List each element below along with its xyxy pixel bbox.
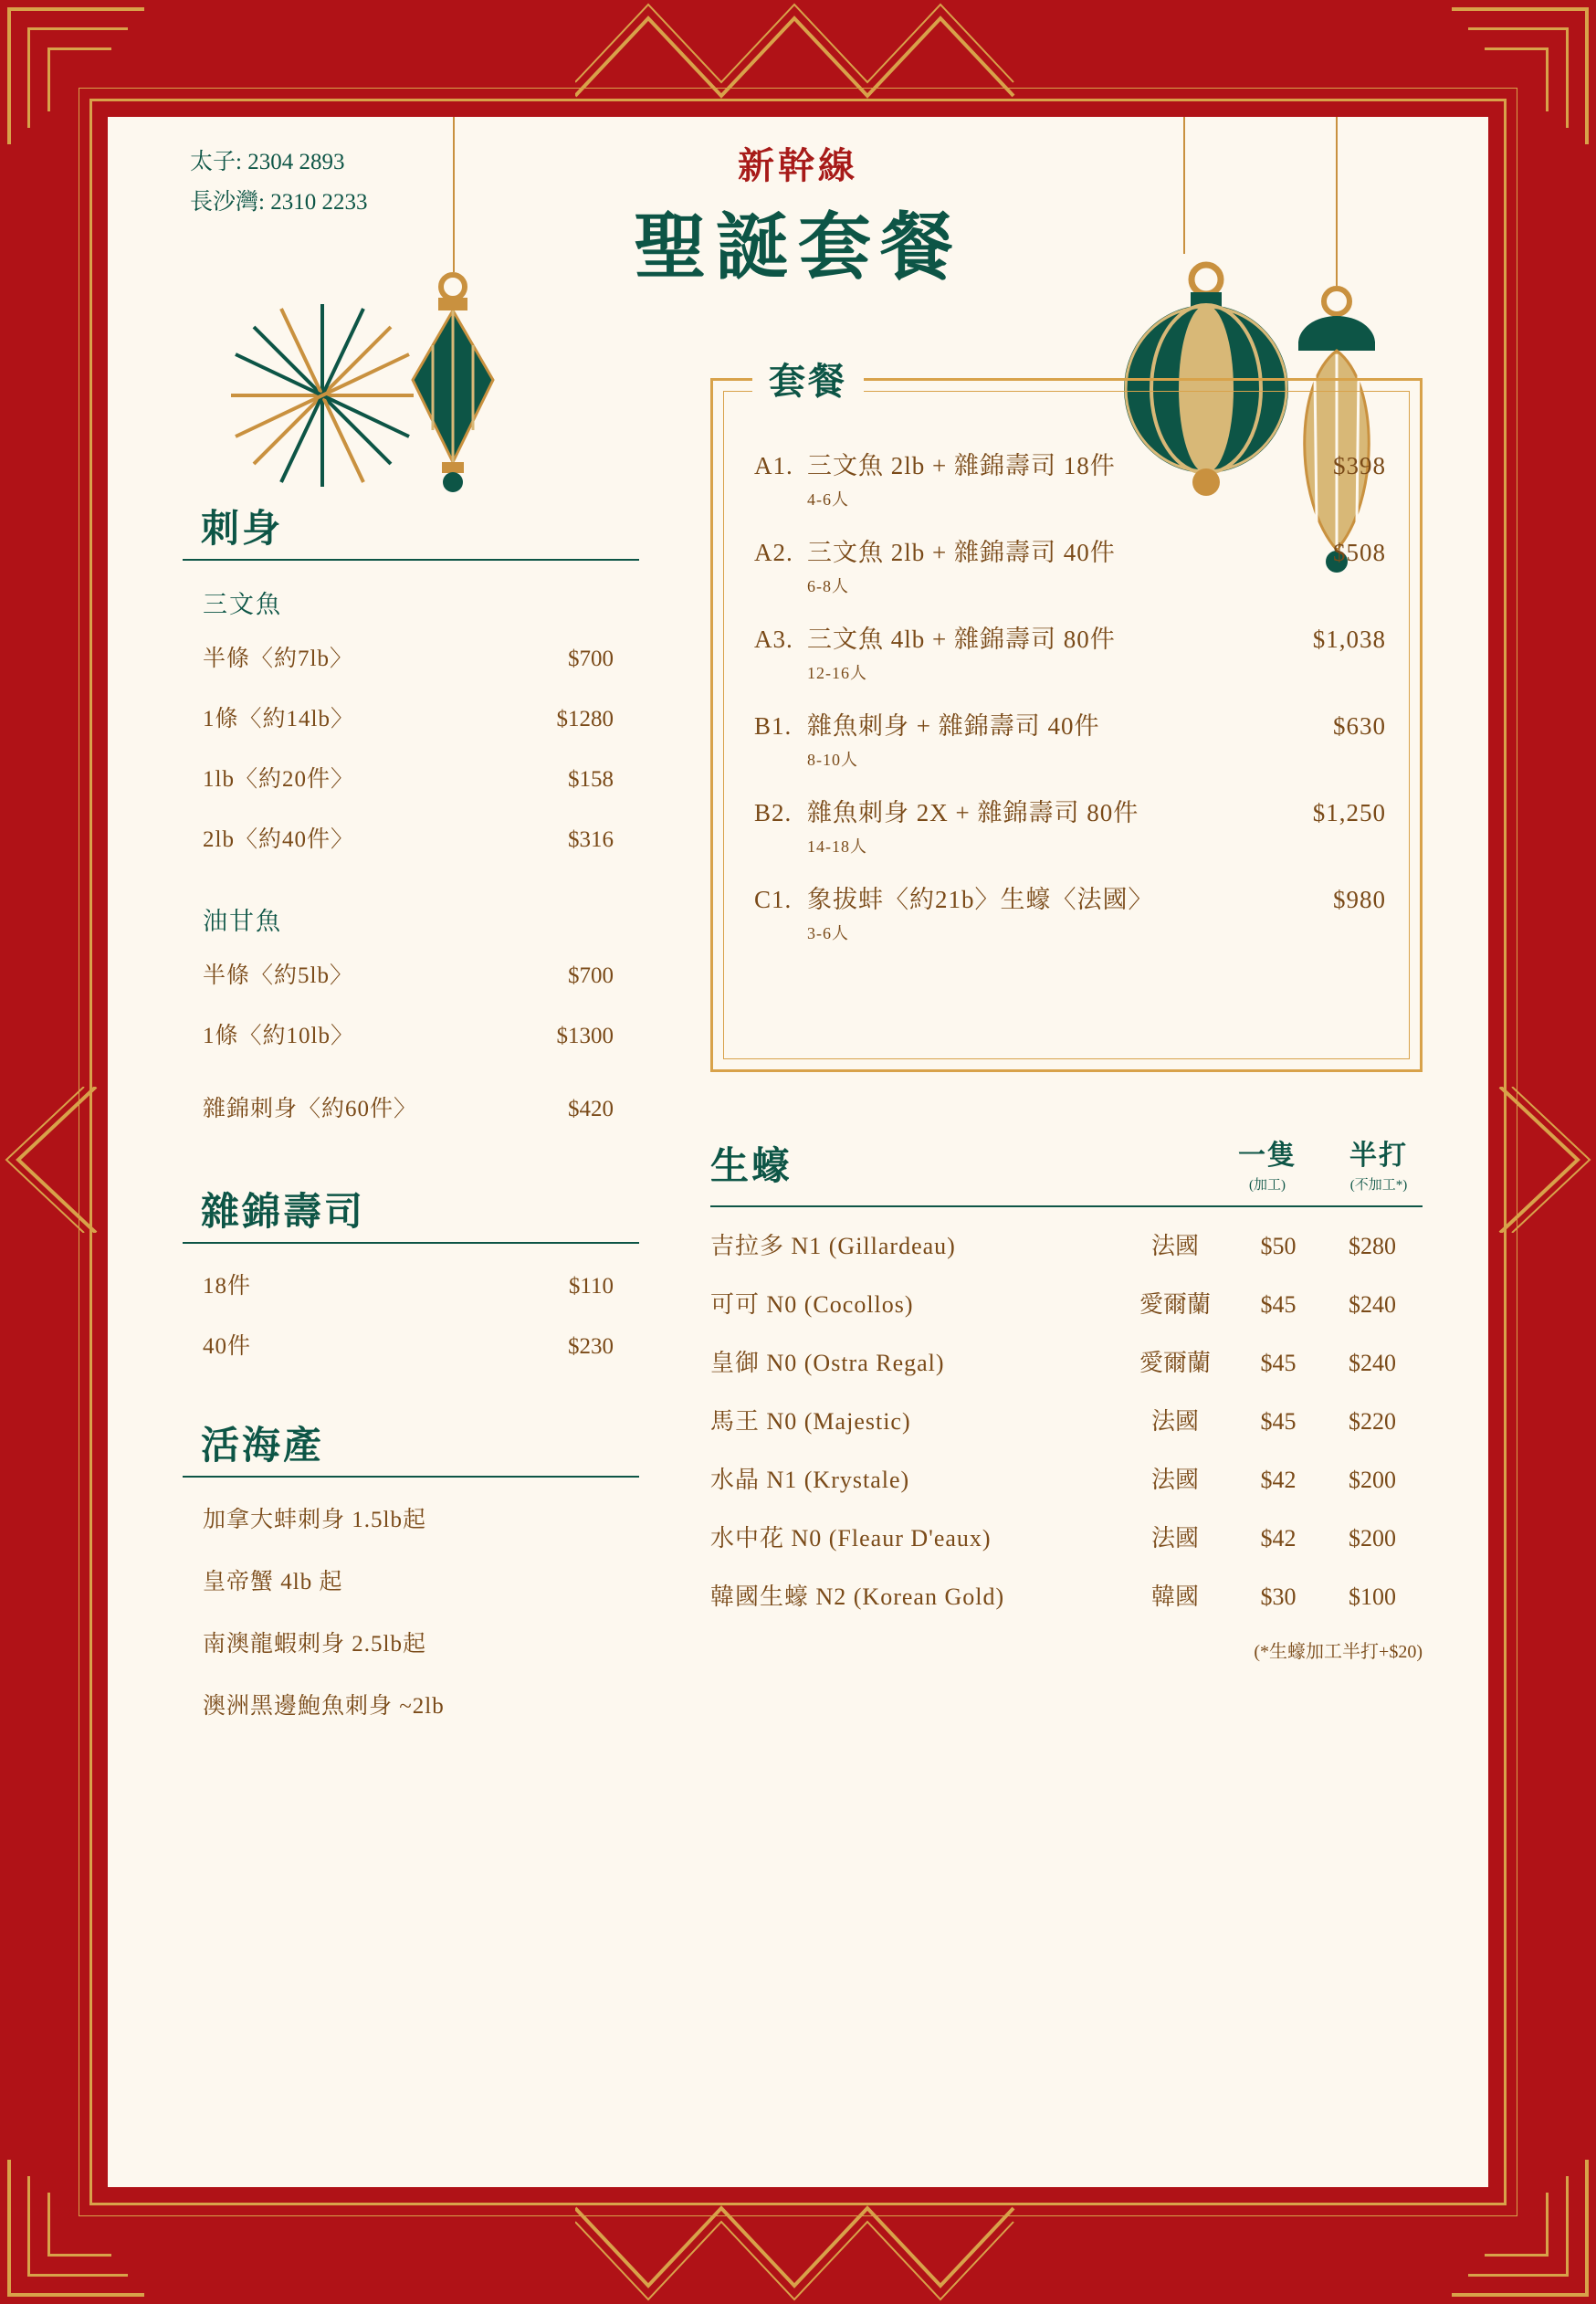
set-serving: 12-16人	[807, 664, 867, 682]
section-sushi	[183, 1182, 639, 1361]
set-code: B2.	[754, 799, 793, 826]
oyster-origin: 愛爾蘭	[1139, 1350, 1211, 1376]
section-set-menu	[710, 361, 1423, 1072]
live-title: 活海產	[201, 1426, 325, 1468]
sashimi-title: 刺身	[201, 509, 284, 551]
oyster-price-half-dozen: $280	[1349, 1233, 1396, 1259]
section-sashimi	[183, 499, 639, 1123]
oyster-price-half-dozen: $200	[1349, 1467, 1396, 1493]
oyster-origin: 法國	[1150, 1525, 1199, 1552]
oyster-price-single: $42	[1260, 1467, 1297, 1493]
oyster-price-half-dozen: $220	[1349, 1408, 1396, 1435]
set-name: 三文魚 2lb + 雜錦壽司 18件	[807, 452, 1116, 479]
item-price: $1300	[556, 1024, 614, 1048]
oyster-name: 可可 N0 (Cocollos)	[710, 1291, 914, 1318]
phone-cheung-sha-wan: 長沙灣: 2310 2233	[190, 189, 368, 215]
item-name: 1條〈約14lb〉	[203, 707, 354, 731]
menu-row	[183, 700, 639, 733]
set-price: $1,250	[1312, 799, 1386, 826]
oyster-price-single: $45	[1260, 1291, 1297, 1318]
item-name: 雜錦刺身〈約60件〉	[203, 1097, 418, 1121]
menu-row	[183, 640, 639, 673]
menu-row	[183, 1328, 639, 1361]
list-item: 皇帝蟹 4lb 起	[203, 1570, 343, 1594]
section-oysters	[710, 1136, 1423, 1663]
oysters-col1-label: 一隻	[1238, 1141, 1297, 1171]
set-item	[754, 619, 1386, 684]
menu-row	[183, 1268, 639, 1300]
menu-row	[183, 761, 639, 794]
menu-row	[183, 1017, 639, 1050]
set-code: B1.	[754, 712, 793, 740]
set-serving: 14-18人	[807, 837, 867, 856]
oyster-origin: 韓國	[1150, 1583, 1199, 1610]
set-name: 雜魚刺身 2X + 雜錦壽司 80件	[807, 799, 1139, 826]
starburst-ornament	[226, 300, 418, 491]
oyster-price-single: $42	[1260, 1525, 1297, 1552]
left-center-deco	[0, 1087, 100, 1233]
oysters-column-headers	[1223, 1132, 1423, 1194]
set-item	[754, 532, 1386, 597]
menu-row	[183, 821, 639, 854]
item-price: $316	[568, 827, 614, 852]
set-item	[754, 446, 1386, 510]
set-name: 三文魚 4lb + 雜錦壽司 80件	[807, 626, 1116, 653]
live-divider	[183, 1476, 639, 1478]
item-name: 40件	[203, 1334, 252, 1359]
set-item	[754, 879, 1386, 944]
menu-row	[183, 1090, 639, 1123]
oysters-footnote: (*生蠔加工半打+$20)	[1254, 1642, 1423, 1662]
right-center-deco	[1496, 1087, 1596, 1233]
set-price: $1,038	[1312, 626, 1386, 653]
oyster-name: 水中花 N0 (Fleaur D'eaux)	[710, 1525, 992, 1552]
item-price: $230	[568, 1334, 614, 1359]
item-name: 半條〈約7lb〉	[203, 647, 353, 671]
set-serving: 8-10人	[807, 751, 858, 769]
list-item: 加拿大蚌刺身 1.5lb起	[203, 1508, 426, 1532]
item-name: 18件	[203, 1274, 252, 1299]
oysters-col1-note: (加工)	[1249, 1178, 1286, 1193]
set-code: A3.	[754, 626, 793, 653]
set-menu-list	[754, 446, 1386, 966]
oyster-name: 吉拉多 N1 (Gillardeau)	[710, 1233, 956, 1259]
set-code: A1.	[754, 452, 793, 479]
set-serving: 4-6人	[807, 490, 849, 509]
sashimi-group-salmon-label: 三文魚	[203, 591, 282, 618]
item-name: 1條〈約10lb〉	[203, 1024, 354, 1048]
set-price: $508	[1333, 539, 1386, 566]
set-item	[754, 706, 1386, 771]
menu-content	[108, 117, 1488, 2187]
item-price: $700	[568, 647, 614, 671]
oyster-origin: 愛爾蘭	[1139, 1291, 1211, 1318]
oyster-price-half-dozen: $200	[1349, 1525, 1396, 1552]
list-item: 南澳龍蝦刺身 2.5lb起	[203, 1632, 426, 1657]
oyster-name: 馬王 N0 (Majestic)	[710, 1408, 911, 1435]
set-serving: 3-6人	[807, 924, 849, 942]
sushi-divider	[183, 1242, 639, 1244]
phone-prince-edward: 太子: 2304 2893	[190, 150, 345, 174]
oyster-origin: 法國	[1150, 1233, 1199, 1259]
oyster-row	[710, 1344, 1423, 1378]
oyster-name: 韓國生蠔 N2 (Korean Gold)	[710, 1583, 1005, 1610]
set-price: $980	[1333, 886, 1386, 913]
item-price: $1280	[556, 707, 614, 731]
sashimi-divider	[183, 559, 639, 561]
oysters-title: 生蠔	[710, 1146, 793, 1188]
oyster-price-half-dozen: $240	[1349, 1350, 1396, 1376]
bottom-center-deco	[575, 2204, 1032, 2304]
item-price: $420	[568, 1097, 614, 1121]
section-live-seafood	[183, 1415, 639, 1720]
oyster-name: 水晶 N1 (Krystale)	[710, 1467, 910, 1493]
item-price: $700	[568, 963, 614, 988]
oyster-price-single: $45	[1260, 1408, 1297, 1435]
oyster-row	[710, 1227, 1423, 1261]
oyster-price-single: $50	[1260, 1233, 1297, 1259]
item-name: 2lb〈約40件〉	[203, 827, 354, 852]
oysters-divider	[710, 1205, 1423, 1207]
set-serving: 6-8人	[807, 577, 849, 595]
set-item	[754, 793, 1386, 857]
oysters-col2-label: 半打	[1349, 1141, 1408, 1171]
top-center-deco	[575, 0, 1032, 100]
oyster-price-half-dozen: $240	[1349, 1291, 1396, 1318]
left-column	[183, 499, 639, 1750]
menu-row	[183, 957, 639, 990]
sashimi-group-yellowtail-label: 油甘魚	[203, 908, 282, 935]
oyster-row	[710, 1286, 1423, 1320]
oyster-origin: 法國	[1150, 1408, 1199, 1435]
oyster-price-single: $30	[1260, 1583, 1297, 1610]
item-name: 半條〈約5lb〉	[203, 963, 353, 988]
sushi-title: 雜錦壽司	[201, 1192, 366, 1234]
set-code: C1.	[754, 886, 793, 913]
brand-name: 新幹線	[738, 145, 858, 186]
set-price: $630	[1333, 712, 1386, 740]
set-price: $398	[1333, 452, 1386, 479]
set-menu-title: 套餐	[752, 352, 864, 405]
item-price: $158	[568, 767, 614, 792]
set-name: 雜魚刺身 + 雜錦壽司 40件	[807, 712, 1100, 740]
oyster-origin: 法國	[1150, 1467, 1199, 1493]
oyster-price-half-dozen: $100	[1349, 1583, 1396, 1610]
page-title: 聖誕套餐	[634, 208, 962, 289]
oyster-row	[710, 1578, 1423, 1612]
oyster-row	[710, 1520, 1423, 1553]
list-item: 澳洲黑邊鮑魚刺身 ~2lb	[203, 1694, 445, 1719]
oysters-col2-note: (不加工*)	[1349, 1178, 1408, 1193]
oyster-price-single: $45	[1260, 1350, 1297, 1376]
set-code: A2.	[754, 539, 793, 566]
oyster-name: 皇御 N0 (Ostra Regal)	[710, 1350, 945, 1376]
item-name: 1lb〈約20件〉	[203, 767, 354, 792]
set-name: 象拔蚌〈約21b〉生蠔〈法國〉	[807, 886, 1154, 913]
oyster-row	[710, 1403, 1423, 1436]
set-name: 三文魚 2lb + 雜錦壽司 40件	[807, 539, 1116, 566]
item-price: $110	[568, 1274, 614, 1299]
oyster-row	[710, 1461, 1423, 1495]
